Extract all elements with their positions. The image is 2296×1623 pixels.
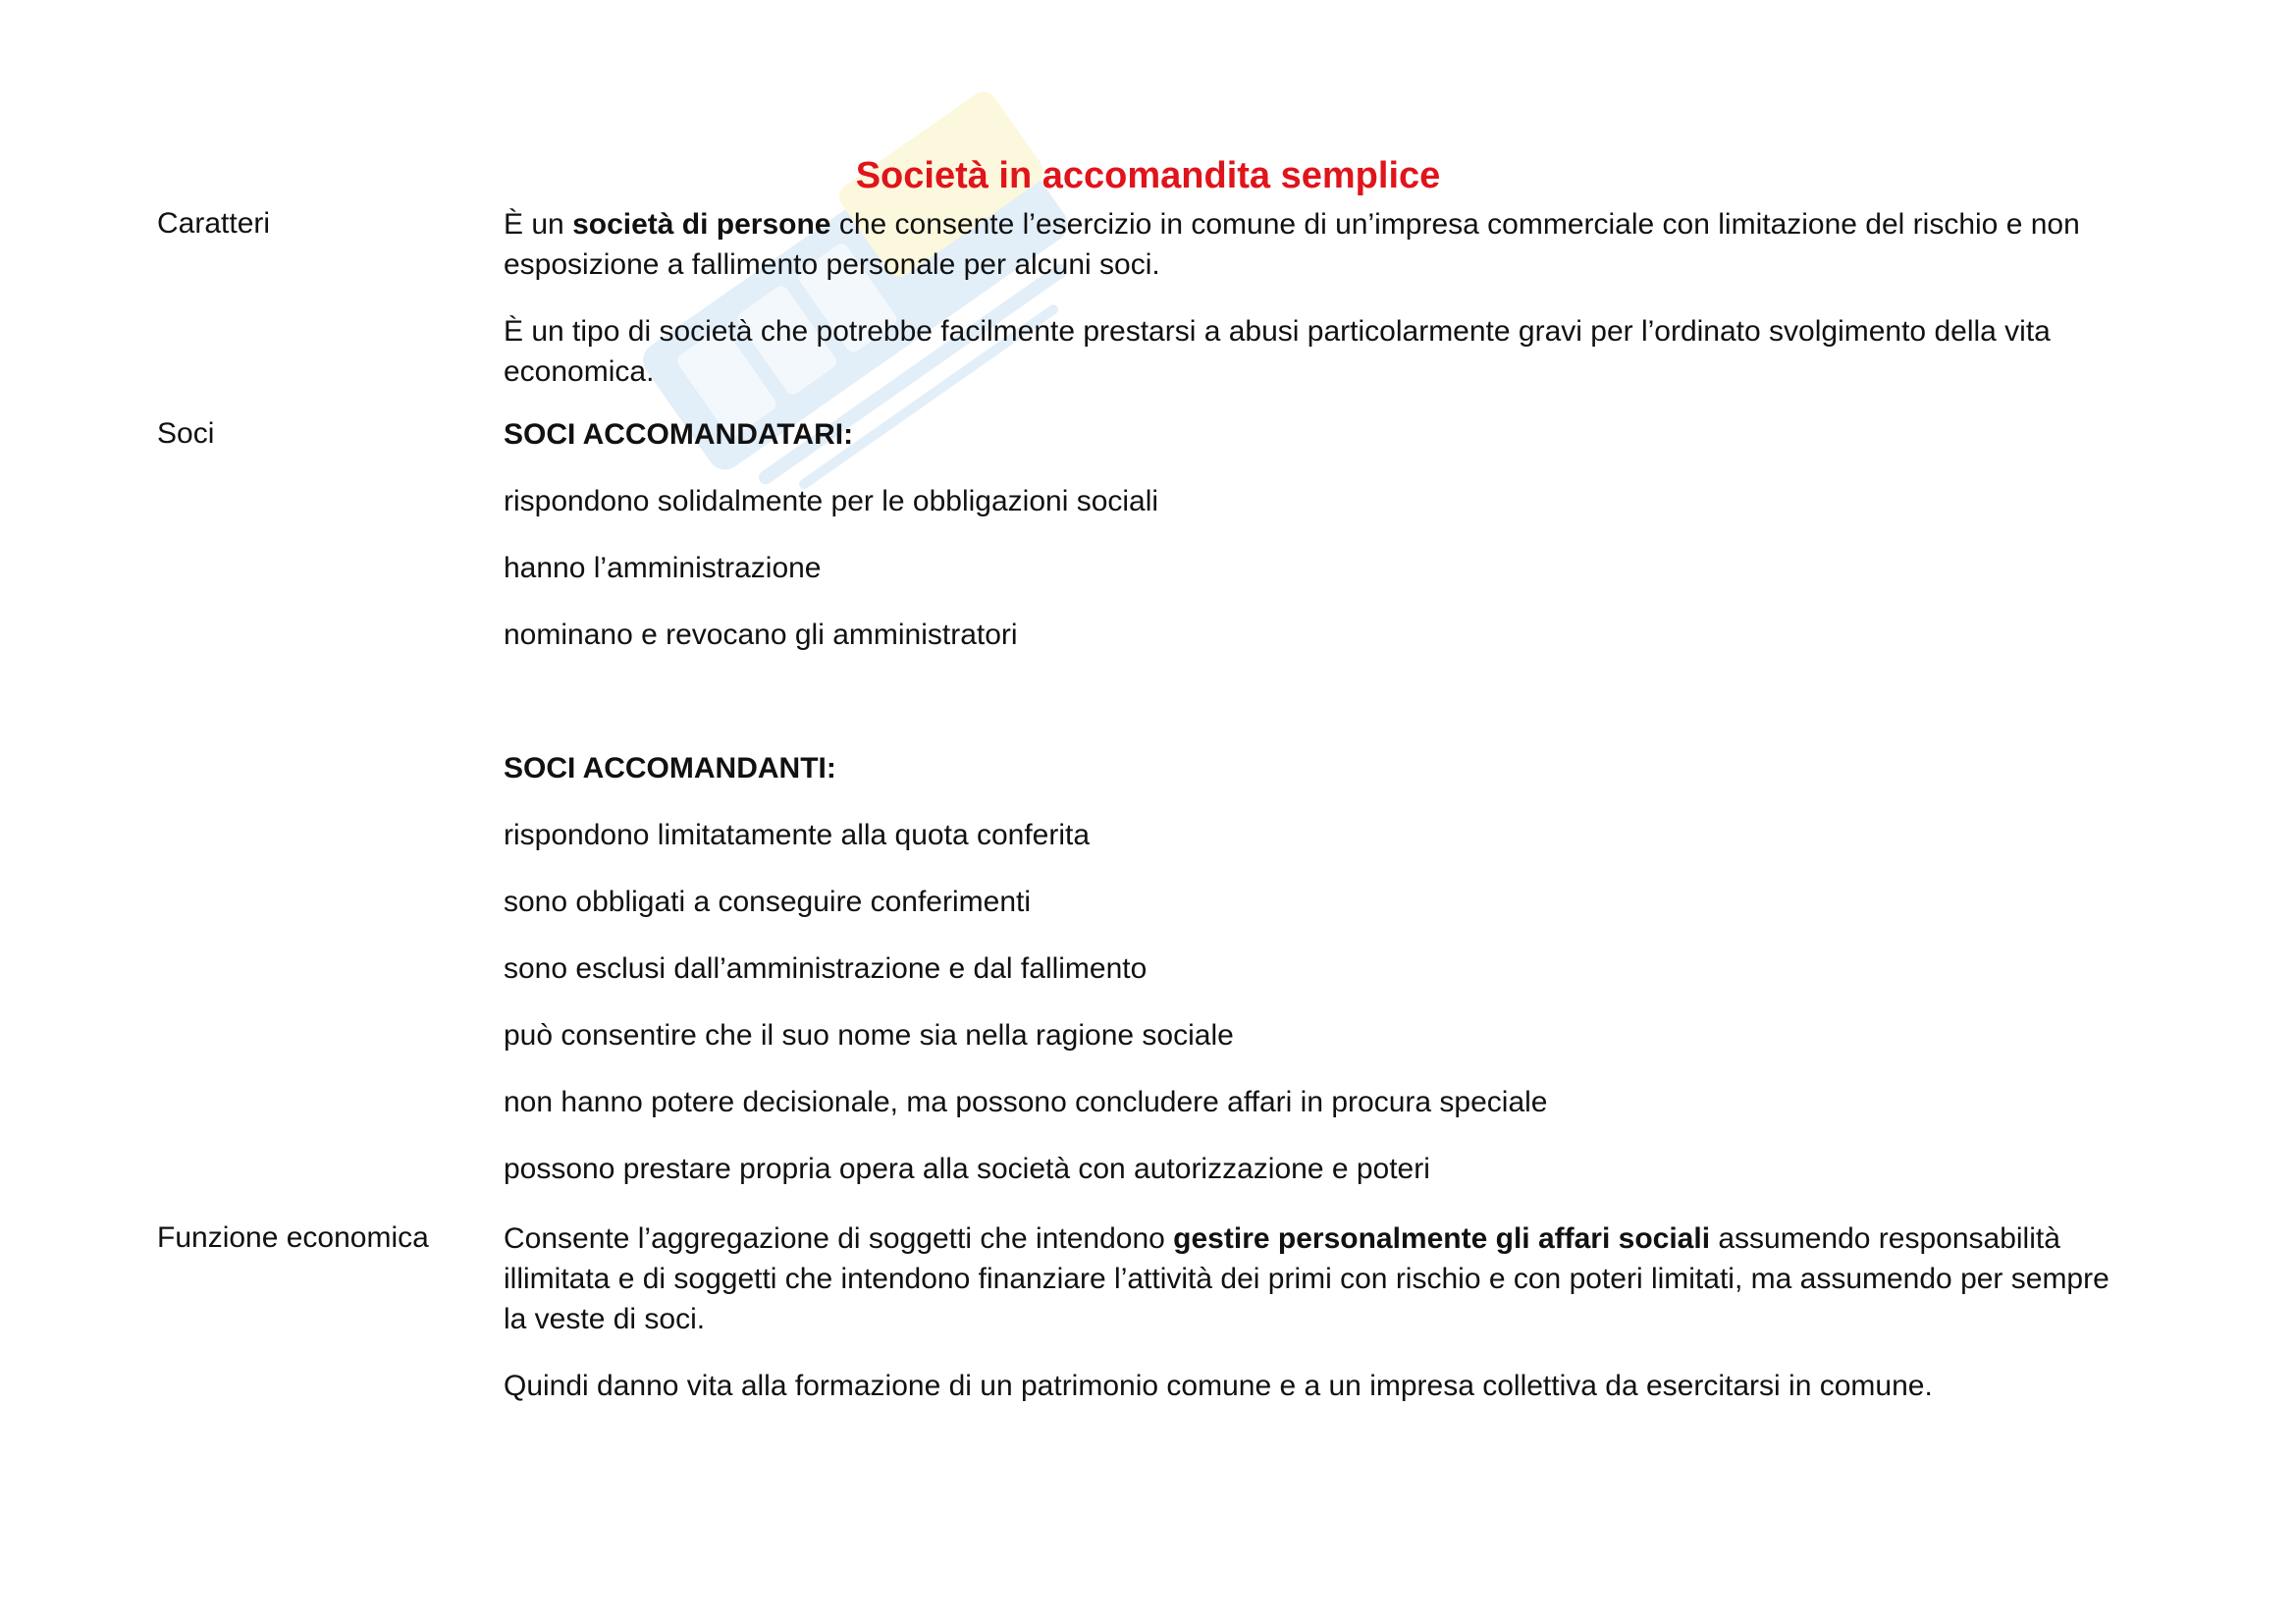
accomandanti-item: rispondono limitatamente alla quota conferita	[504, 819, 1091, 851]
funzione-paragraph-2: Quindi danno vita alla formazione di un patrimonio comune e a un impresa collettiva da esercitarsi in comune.	[504, 1370, 1933, 1402]
accomandatari-item: hanno l’amministrazione	[504, 552, 822, 584]
accomandanti-item: sono esclusi dall’amministrazione e dal fallimento	[504, 952, 1148, 985]
accomandanti-item: possono prestare propria opera alla società con autorizzazione e poteri	[504, 1153, 1430, 1185]
caratteri-p1-text-b: che consente l’esercizio in comune di un’impresa commerciale con limitazione del rischio e non esposizione a fallimento personale per alcuni soci.	[504, 208, 2080, 281]
funzione-paragraph-1	[504, 1218, 2133, 1339]
caratteri-paragraph-1	[504, 204, 2133, 285]
soci-content	[504, 414, 2133, 1189]
accomandanti-item: sono obbligati a conseguire conferimenti	[504, 886, 1031, 918]
caratteri-p1-text-a: È un	[504, 208, 573, 241]
funzione-p1-text-a: Consente l’aggregazione di soggetti che intendono	[504, 1222, 1174, 1255]
row-label-soci: Soci	[157, 417, 215, 450]
funzione-p1-text-b: assumendo responsabilità illimitata e di soggetti che intendono finanziare l’attività dei primi con rischio e con poteri limitati, ma assumendo per sempre la veste di soci.	[504, 1222, 2109, 1335]
caratteri-p1-bold: società di persone	[572, 208, 831, 241]
page-title: Società in accomandita semplice	[855, 155, 1441, 196]
row-label-funzione-economica: Funzione economica	[157, 1221, 429, 1254]
accomandatari-heading: SOCI ACCOMANDATARI:	[504, 418, 854, 451]
accomandanti-heading: SOCI ACCOMANDANTI:	[504, 752, 836, 784]
funzione-content	[504, 1218, 2133, 1406]
accomandanti-item: può consentire che il suo nome sia nella ragione sociale	[504, 1019, 1234, 1052]
funzione-p1-bold: gestire personalmente gli affari sociali	[1173, 1222, 1711, 1255]
row-label-caratteri: Caratteri	[157, 207, 271, 240]
caratteri-paragraph-2: È un tipo di società che potrebbe facilmente prestarsi a abusi particolarmente gravi per l’ordinato svolgimento della vita economica.	[504, 315, 2051, 388]
accomandatari-item: rispondono solidalmente per le obbligazioni sociali	[504, 485, 1159, 517]
accomandanti-item: non hanno potere decisionale, ma possono concludere affari in procura speciale	[504, 1086, 1548, 1118]
caratteri-content	[504, 204, 2133, 392]
accomandatari-item: nominano e revocano gli amministratori	[504, 619, 1018, 651]
